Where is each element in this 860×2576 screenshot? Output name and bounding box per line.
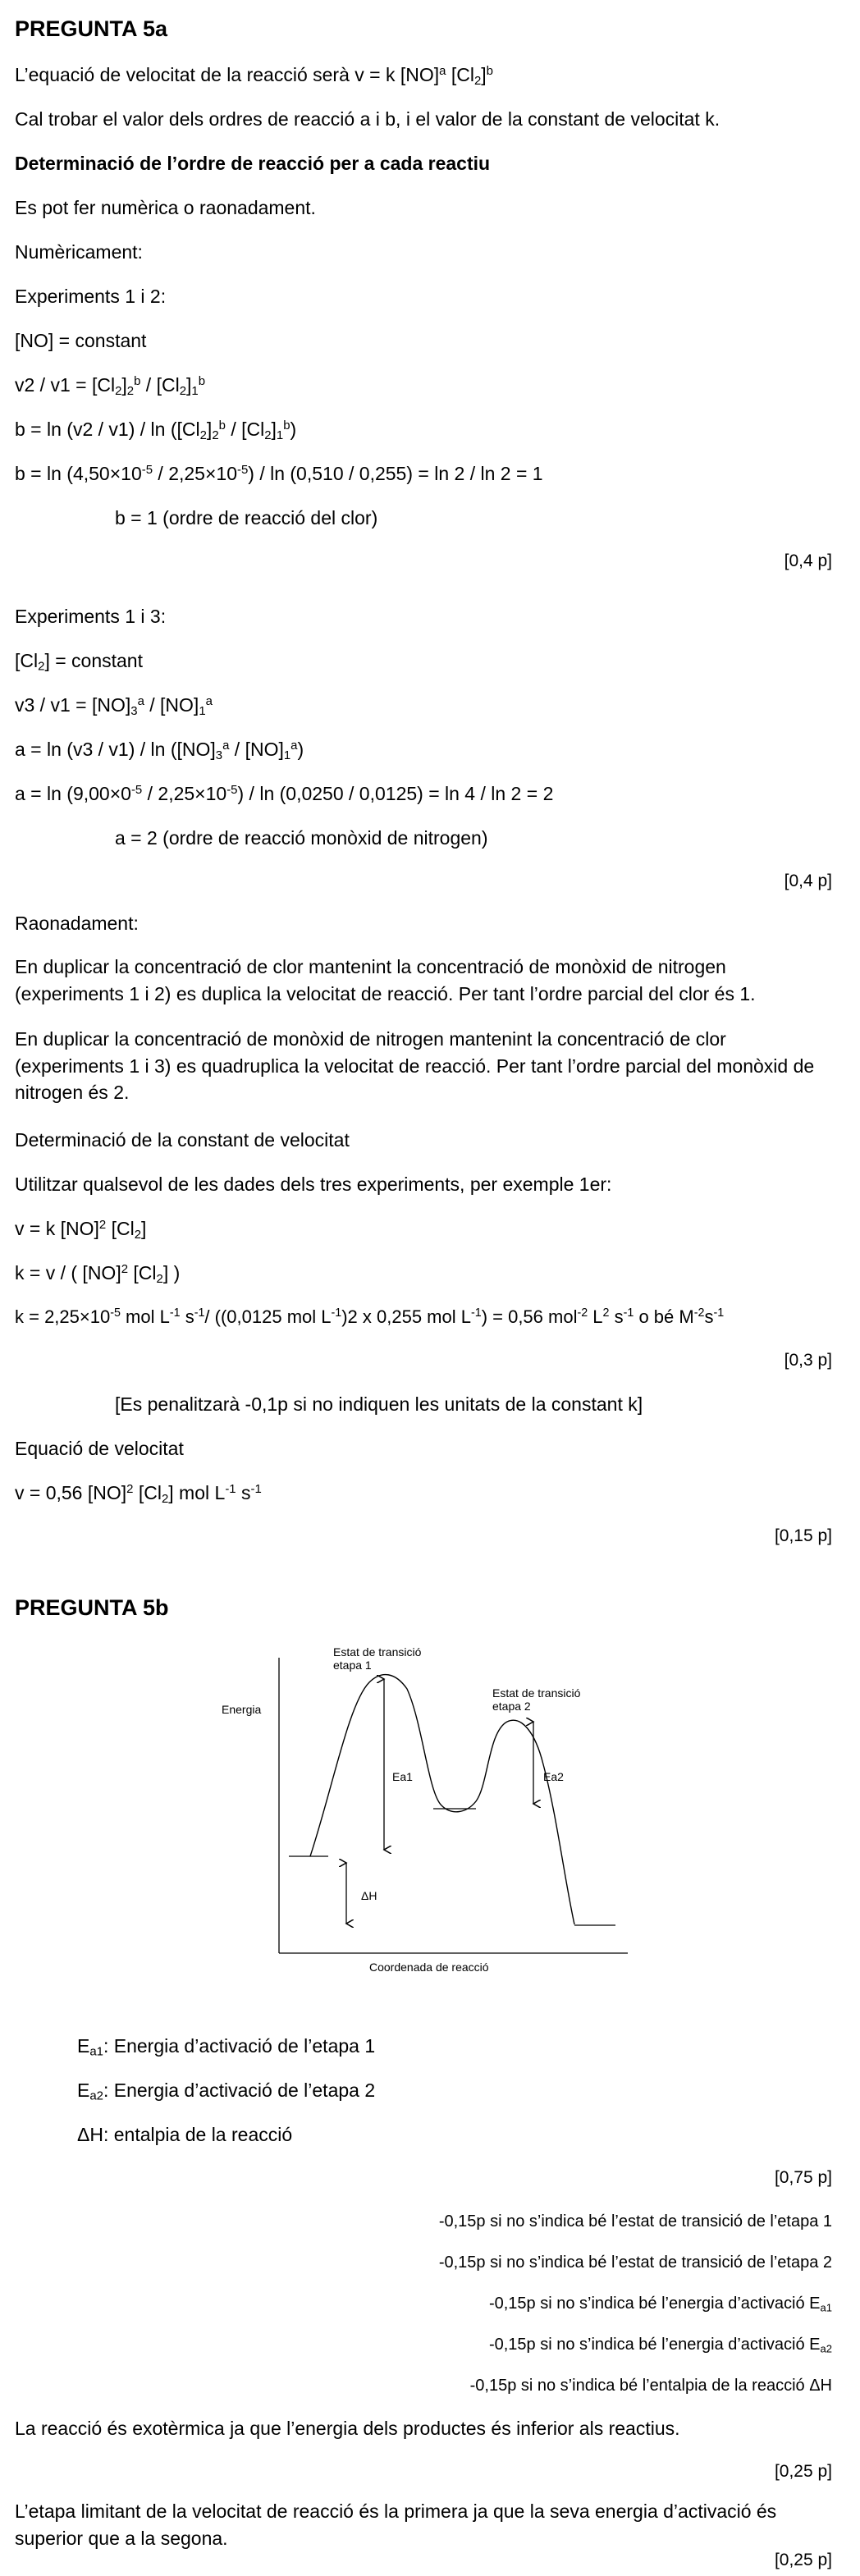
score-2: [0,4 p] [784, 872, 832, 890]
reason-nitric-oxide: En duplicar la concentració de monòxid de nitrogen mantenint la concentració de clor (experiments 1 i 3) es quadruplica la velocitat de reacció. Per tant l’ordre parcial del monòxid de nitrogen és 2. [15, 1028, 815, 1104]
goal-text: Cal trobar el valor dels ordres de reacció a i b, i el valor de la constant de velocitat k. [15, 108, 720, 130]
penalty-ea1: -0,15p si no s’indica bé l’energia d’activació Ea1 [488, 2295, 832, 2314]
b-result: b = 1 (ordre de reacció del clor) [115, 507, 378, 528]
experiments-1-3-label: Experiments 1 i 3: [15, 606, 167, 627]
limiting-step-statement: L’etapa limitant de la velocitat de reacció és la primera ja que la seva energia d’activació és superior que a la segona. [15, 2501, 777, 2549]
ea2-label: Ea2 [543, 1770, 564, 1783]
rate-equation-final: v = 0,56 [NO]$^2$ [Cl2] mol $L^{-1}$ $s^{-1}$ [15, 1482, 262, 1506]
penalty-ts1: -0,15p si no s’indica bé l’estat de transició de l’etapa 1 [438, 2212, 832, 2231]
ts2-label-line2: etapa 2 [492, 1700, 531, 1713]
numeric-equation-a: $a = \ln (9,00\times 0^{-5} / 2,25\times 10^{-5}) / \ln (0,0250 / 0,0125) = \ln 4 / \ln 2 = 2$ [15, 783, 554, 805]
score-1: [0,4 p] [784, 551, 832, 570]
x-axis-label: Coordenada de reacció [369, 1961, 489, 1974]
exothermic-statement: La reacció és exotèrmica ja que l’energia dels productes és inferior als reactius. [15, 2418, 680, 2439]
ts2-label-line1: Estat de transició [492, 1686, 581, 1700]
numeric-equation-b: $b = \ln (4,50\times 10^{-5} / 2,25\times 10^{-5}) / \ln (0,510 / 0,255) = \ln 2 / \ln 2 = 1$ [15, 463, 543, 485]
question-5b-title: PREGUNTA 5b [15, 1595, 169, 1620]
energy-profile-diagram [213, 1633, 640, 1978]
question-5a-title: PREGUNTA 5a [15, 16, 168, 41]
score-3: [0,3 p] [784, 1351, 832, 1370]
order-heading: Determinació de l’ordre de reacció per a cada reactiu [15, 153, 491, 174]
penalty-delta-h: -0,15p si no s’indica bé l’entalpia de la reacció ΔH [469, 2377, 832, 2395]
rate-law-general: v = k [NO]$^2$ [Cl2] [15, 1218, 147, 1242]
y-axis-label: Energia [222, 1703, 262, 1716]
delta-h-label: ΔH [361, 1889, 377, 1902]
units-penalty-note: [Es penalitzarà -0,1p si no indiquen les unitats de la constant k] [115, 1393, 643, 1415]
energy-curve [310, 1675, 574, 1924]
legend-delta-h: ΔH: entalpia de la reacció [77, 2124, 293, 2145]
legend-ea1: Ea1: Energia d’activació de l’etapa 1 [77, 2035, 376, 2059]
method-text: Es pot fer numèrica o raonadament. [15, 197, 316, 218]
score-4: [0,15 p] [774, 1526, 832, 1545]
k-calculation: $k = 2,25\times 10^{-5}$ mol $L^{-1}$ $s^{-1}/$ ((0,0125 mol $L^{-1})2$ x 0,255 mol $L^{-1}) = 0,56$ mol$^{-2}$ $L^2$ $s^{-1}$ o bé $M^{-2}s^{-1}$ [15, 1306, 725, 1327]
legend-ea2: Ea2: Energia d’activació de l’etapa 2 [77, 2080, 376, 2103]
score-7: [0,25 p] [774, 2551, 832, 2569]
penalty-ts2: -0,15p si no s’indica bé l’estat de transició de l’etapa 2 [438, 2253, 832, 2272]
score-5: [0,75 p] [774, 2168, 832, 2187]
penalty-ea2: -0,15p si no s’indica bé l’energia d’activació Ea2 [488, 2336, 832, 2355]
ratio-equation-a: $v3 / v1 = [NO]3^a / [NO]1^a$ [15, 694, 213, 718]
ts1-label-line2: etapa 1 [333, 1659, 372, 1672]
log-equation-a: a = ln (v3 / v1) / ln ([NO]3$^a$ / [NO]1$^a$) [15, 739, 304, 762]
rate-equation-heading: Equació de velocitat [15, 1438, 184, 1459]
no-constant: [NO] = constant [15, 330, 147, 351]
a-result: a = 2 (ordre de reacció monòxid de nitrogen) [115, 827, 488, 849]
reason-chlorine: En duplicar la concentració de clor mantenint la concentració de monòxid de nitrogen (experiments 1 i 2) es duplica la velocitat de reacció. Per tant l’ordre parcial del clor és 1. [15, 956, 756, 1004]
k-heading: Determinació de la constant de velocitat [15, 1129, 350, 1151]
experiments-1-2-label: Experiments 1 i 2: [15, 286, 167, 307]
numeric-label: Numèricament: [15, 241, 143, 263]
ts1-label-line1: Estat de transició [333, 1645, 422, 1659]
log-equation-b: b = ln (v2 / v1) / ln ([Cl2]2$^b$ / [Cl2]1$^b$) [15, 419, 297, 442]
k-expression: k = v / ( [NO]$^2$ [Cl2] ) [15, 1262, 181, 1286]
ea1-label: Ea1 [392, 1770, 413, 1783]
score-6: [0,25 p] [774, 2462, 832, 2481]
ratio-equation-b: $v2 / v1 = [Cl2]2^b / [Cl2]1^b$ [15, 374, 206, 398]
reasoned-label: Raonadament: [15, 913, 139, 934]
cl2-constant: [Cl2] = constant [15, 650, 143, 674]
k-use-text: Utilitzar qualsevol de les dades dels tres experiments, per exemple 1er: [15, 1174, 612, 1195]
rate-equation-intro: L’equació de velocitat de la reacció serà v = k [NO]$^a$ $[Cl2]^b$ [15, 64, 493, 88]
